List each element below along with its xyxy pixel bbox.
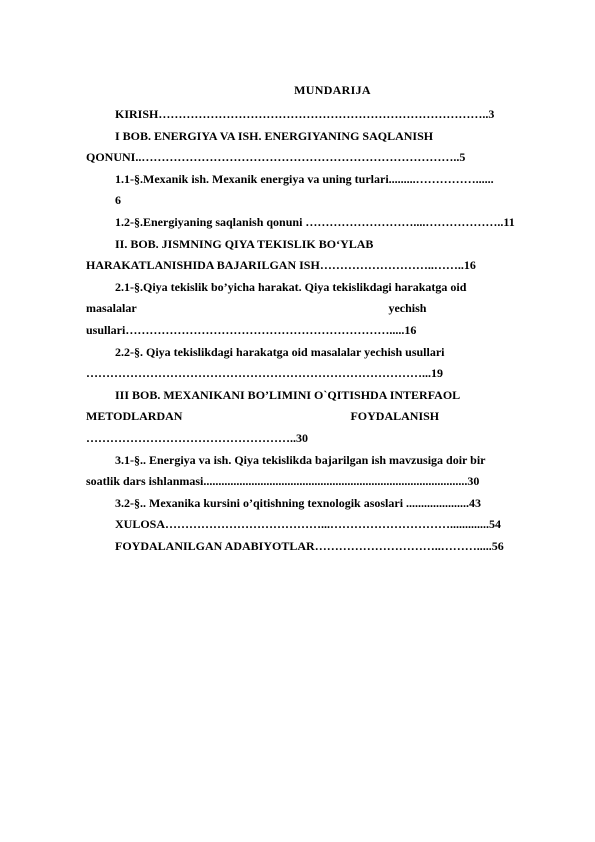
toc-line: 6 [115,193,121,208]
toc-line: FOYDALANILGAN ADABIYOTLAR…………………………..……….....56 [115,538,504,553]
toc-line: 3.2-§.. Mexanika kursini o’qitishning texnologik asoslari .....................43 [115,495,482,510]
toc-line: II. BOB. JISMNING QIYA TEKISLIK BO‘YLAB [115,236,374,251]
toc-line: III BOB. MEXANIKANI BO’LIMINI O`QITISHDA INTERFAOL [115,387,461,402]
toc-entry-chapter-3[interactable] [86,385,552,450]
toc-line: masalalar yechish [86,301,427,316]
toc-line: HARAKATLANISHIDA BAJARILGAN ISH………………………..……..16 [86,258,476,273]
toc-line: ……………………………………………..30 [86,430,308,445]
toc-line: soatlik dars ishlanmasi........................................................................................30 [86,474,480,489]
toc-line: usullari………………………………………………………….....16 [86,322,417,337]
toc-line: KIRISH………………………………………………………………………..3 [115,107,495,121]
toc-entry-xulosa[interactable] [86,514,552,536]
toc-line: 2.1-§.Qiya tekislik bo’yicha harakat. Qiya tekislikdagi harakatga oid [115,279,467,294]
toc-entry-section-3-1[interactable] [86,450,552,493]
toc-line [86,126,552,148]
toc-entry-references[interactable] [86,536,552,558]
toc-line: …………………………………………………………………………...19 [86,366,443,381]
toc-line: 1.1-§.Mexanik ish. Mexanik energiya va uning turlari.........……………...... [115,171,494,186]
toc-entry-section-2-2[interactable] [86,342,552,385]
toc-entry-section-3-2[interactable] [86,493,552,515]
toc-entry-chapter-2[interactable] [86,234,552,277]
toc-line: 2.2-§. Qiya tekislikdagi harakatga oid masalalar yechish usullari [115,344,445,359]
toc-entry-section-1-2[interactable] [86,212,552,234]
page-title: MUNDARIJA [294,83,371,97]
toc-line-text: I BOB. ENERGIYA VA ISH. ENERGIYANING SAQLANISH [115,128,434,143]
toc-entry-section-2-1[interactable] [86,277,552,342]
table-of-contents [86,104,552,557]
toc-line: 1.2-§.Energiyaning saqlanish qonuni ………………………....………………..11 [115,214,515,229]
toc-entry-kirish[interactable] [86,104,552,126]
toc-entry-section-1-1[interactable] [86,169,552,212]
toc-line: XULOSA…………………………………...………………………….............54 [115,517,502,532]
toc-line: QONUNI..……………………………………………………………………..5 [86,150,466,165]
toc-entry-chapter-1[interactable] [86,126,552,169]
toc-line: 3.1-§.. Energiya va ish. Qiya tekislikda bajarilgan ish mavzusiga doir bir [115,452,486,467]
toc-line: METODLARDAN FOYDALANISH [86,409,440,424]
